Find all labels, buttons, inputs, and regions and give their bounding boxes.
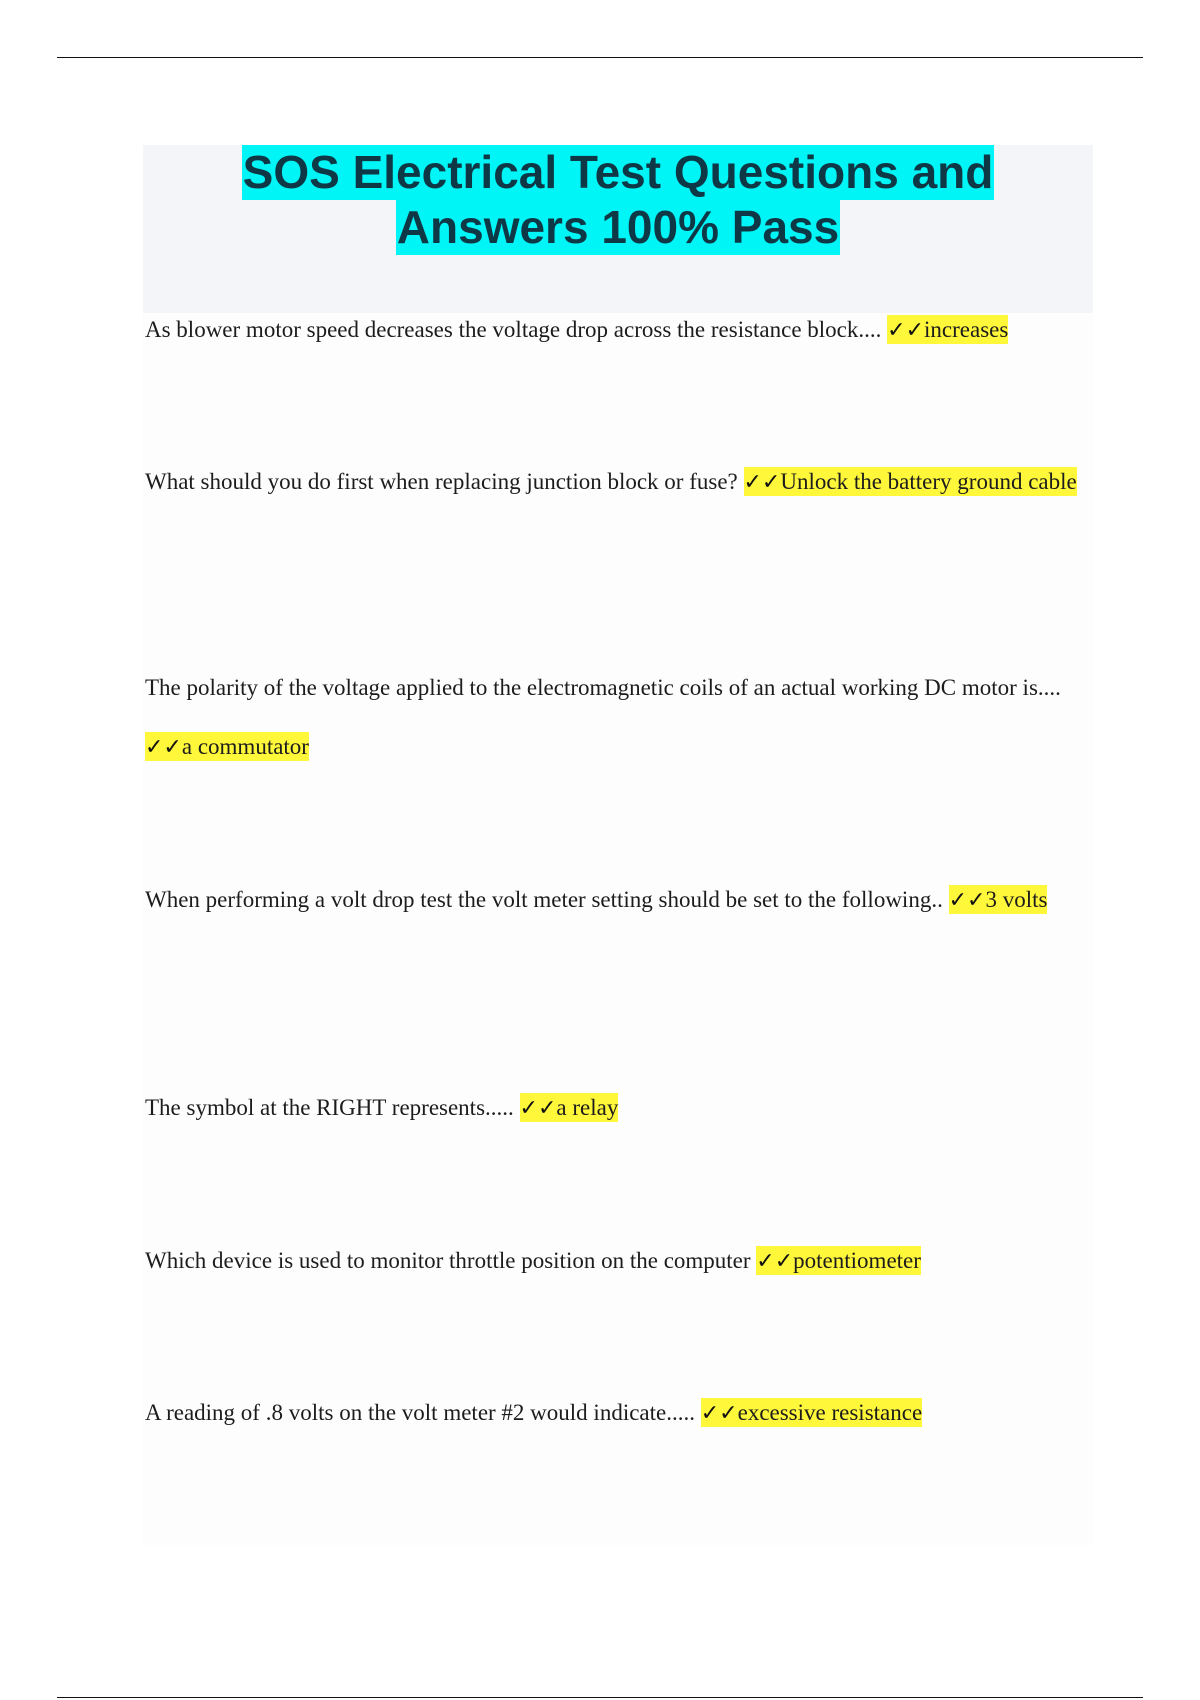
- answer-highlight: [520, 1093, 619, 1122]
- answer-text: 3 volts: [985, 887, 1048, 912]
- question-text: What should you do first when replacing junction block or fuse?: [145, 469, 738, 494]
- question-text: Which device is used to monitor throttle position on the computer: [145, 1248, 751, 1273]
- title-block: [143, 145, 1093, 313]
- answer-highlight: [949, 885, 1048, 914]
- answer-highlight: [701, 1398, 922, 1427]
- double-check-icon: ✓✓: [700, 1401, 738, 1426]
- question-text: The polarity of the voltage applied to the electromagnetic coils of an actual working DC motor is....: [145, 675, 1061, 700]
- document-title: [143, 145, 1093, 255]
- title-line-2: Answers 100% Pass: [396, 201, 840, 253]
- bottom-rule: [57, 1697, 1143, 1698]
- qa-item: [145, 452, 1085, 512]
- answer-highlight: [756, 1246, 921, 1275]
- qa-item: [145, 1078, 1085, 1138]
- double-check-icon: ✓✓: [743, 470, 781, 495]
- answer-text: Unlock the battery ground cable: [780, 469, 1077, 494]
- question-text: The symbol at the RIGHT represents.....: [145, 1095, 514, 1120]
- answer-text: a commutator: [181, 734, 309, 759]
- top-rule: [57, 57, 1143, 58]
- double-check-icon: ✓✓: [519, 1096, 557, 1121]
- title-line-1: SOS Electrical Test Questions and: [242, 146, 994, 198]
- question-text: As blower motor speed decreases the voltage drop across the resistance block....: [145, 317, 882, 342]
- qa-item: [145, 658, 1085, 777]
- answer-highlight: [744, 467, 1077, 496]
- answer-text: a relay: [556, 1095, 619, 1120]
- qa-item: [145, 300, 1085, 360]
- question-text: A reading of .8 volts on the volt meter #2 would indicate.....: [145, 1400, 695, 1425]
- answer-text: increases: [924, 317, 1009, 342]
- qa-item: [145, 1383, 1085, 1443]
- qa-item: [145, 870, 1085, 930]
- answer-text: excessive resistance: [737, 1400, 923, 1425]
- double-check-icon: ✓✓: [145, 735, 182, 760]
- double-check-icon: ✓✓: [887, 318, 925, 343]
- double-check-icon: ✓✓: [756, 1249, 794, 1274]
- answer-highlight: [887, 315, 1008, 344]
- question-text: When performing a volt drop test the volt meter setting should be set to the following..: [145, 887, 943, 912]
- answer-text: potentiometer: [793, 1248, 921, 1273]
- qa-item: [145, 1231, 1085, 1291]
- double-check-icon: ✓✓: [948, 888, 986, 913]
- answer-highlight: [145, 732, 309, 761]
